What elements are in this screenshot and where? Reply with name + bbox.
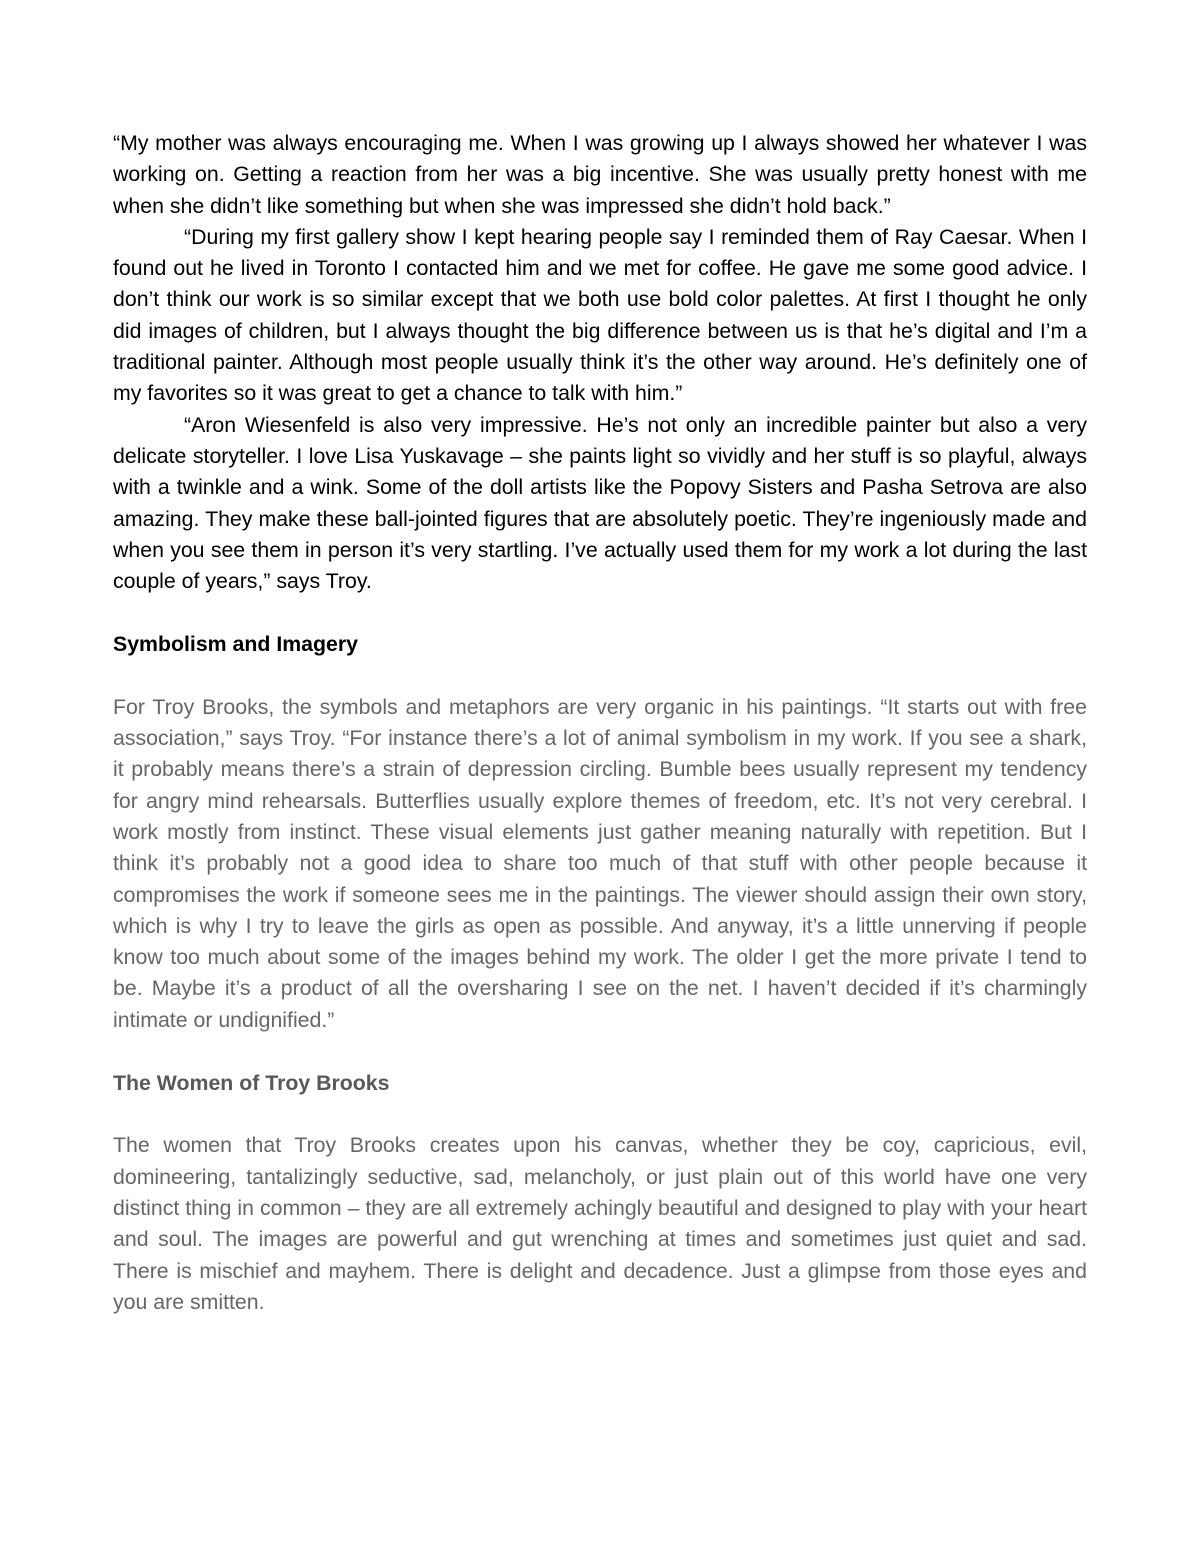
paragraph-women: The women that Troy Brooks creates upon his canvas, whether they be coy, capricious, evil, domineering, tantalizingly seductive, sad, melancholy, or just plain out of this world have one very distinct thing in common – they are all extremely achingly beautiful and designed to play with your heart and soul. The images are powerful and gut wrenching at times and sometimes just quiet and sad. There is mischief and mayhem. There is delight and decadence. Just a glimpse from those eyes and you are smitten. xyxy=(113,1133,1087,1314)
paragraph-symbolism: For Troy Brooks, the symbols and metaphors are very organic in his paintings. “It starts out with free association,” says Troy. “For instance there’s a lot of animal symbolism in my work. If you see a shark, it probably means there’s a strain of depression circling. Bumble bees usually represent my tendency for angry mind rehearsals. Butterflies usually explore themes of freedom, etc. It’s not very cerebral. I work mostly from instinct. These visual elements just gather meaning naturally with repetition. But I think it’s probably not a good idea to share too much of that stuff with other people because it compromises the work if someone sees me in the paintings. The viewer should assign their own story, which is why I try to leave the girls as open as possible. And anyway, it’s a little unnerving if people know too much about some of the images behind my work. The older I get the more private I tend to be. Maybe it’s a product of all the oversharing I see on the net. I haven’t decided if it’s charmingly intimate or undignified.” xyxy=(113,694,1087,1032)
paragraph-ray-caesar-quote: “During my first gallery show I kept hearing people say I reminded them of Ray Caesar. When I found out he lived in Toronto I contacted him and we met for coffee. He gave me some good advice. I don’t think our work is so similar except that we both use bold color palettes. At first I thought he only did images of children, but I always thought the big difference between us is that he’s digital and I’m a traditional painter. Although most people usually think it’s the other way around. He’s definitely one of my favorites so it was great to get a chance to talk with him.” xyxy=(113,224,1087,406)
heading-symbolism-and-imagery: Symbolism and Imagery xyxy=(113,631,358,656)
heading-women-of-troy-brooks: The Women of Troy Brooks xyxy=(113,1070,390,1095)
paragraph-aron-wiesenfeld-quote: “Aron Wiesenfeld is also very impressive. He’s not only an incredible painter but also a very delicate storyteller. I love Lisa Yuskavage – she paints light so vividly and her stuff is so playful, always with a twinkle and a wink. Some of the doll artists like the Popovy Sisters and Pasha Setrova are also amazing. They make these ball-jointed figures that are absolutely poetic. They’re ingeniously made and when you see them in person it’s very startling. I’ve actually used them for my work a lot during the last couple of years,” says Troy. xyxy=(113,412,1087,594)
document-page xyxy=(113,128,1087,1318)
paragraph-mother-quote: “My mother was always encouraging me. When I was growing up I always showed her whatever I was working on. Getting a reaction from her was a big incentive. She was usually pretty honest with me when she didn’t like something but when she was impressed she didn’t hold back.” xyxy=(113,131,1087,218)
